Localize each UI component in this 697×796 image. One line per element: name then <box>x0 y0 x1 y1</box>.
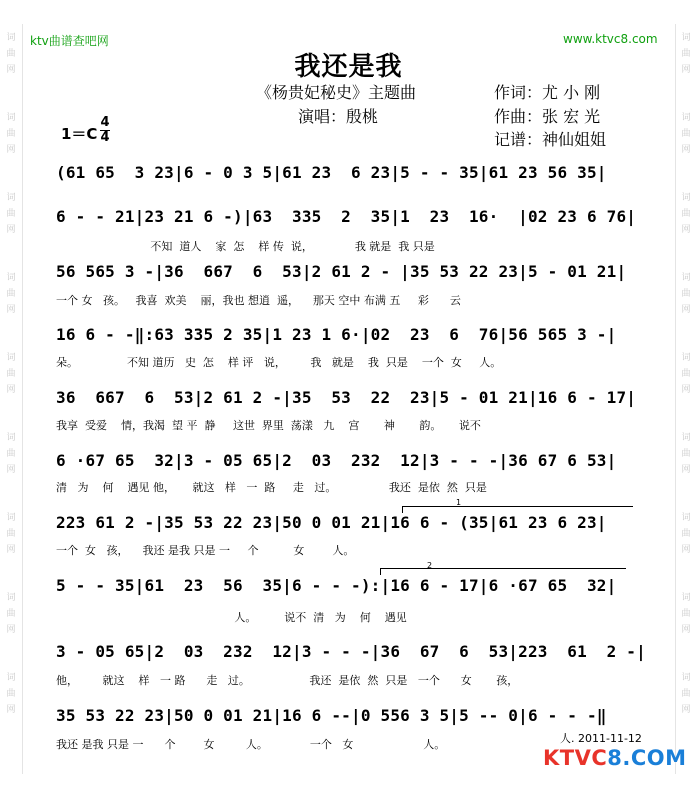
notation-line-7: 223 61 2 -|35 53 22 23|50 0 01 21|16 6 - (35|61 23 6 23| <box>56 513 607 532</box>
lyric-line-9: 他， 就这 样 一 路 走 过。 我还 是依 然 只是 一个 女 孩， <box>56 674 519 687</box>
lyricist-credit: 作词：尤 小 刚 <box>494 83 601 102</box>
second-ending-number: 2 <box>427 561 433 570</box>
lyric-line-3: 一个 女 孩。 我喜 欢美 丽，我也 想逍 遥， 那天 空中 布满 五 彩 云 <box>56 294 461 307</box>
notation-line-3: 56 565 3 -|36 667 6 53|2 61 2 - |35 53 22 23|5 - 01 21| <box>56 262 627 281</box>
notation-line-10: 35 53 22 23|50 0 01 21|16 6 --|0 556 3 5|5 -- 0|6 - - -‖ <box>56 706 607 725</box>
lyric-line-6: 清 为 何 遇见 他， 就这 样 一 路 走 过。 我还 是依 然 只是 <box>56 481 487 494</box>
lyric-line-7: 一个 女 孩， 我还 是我 只是 一 个 女 人。 <box>56 544 355 557</box>
notation-line-1: (61 65 3 23|6 - 0 3 5|61 23 6 23|5 - - 35|61 23 56 35| <box>56 163 607 182</box>
lyric-line-2: 不知 道人 家 怎 样 传 说， 我 就是 我 只是 <box>56 240 435 253</box>
notation-line-2: 6 - - 21|23 21 6 -)|63 335 2 35|1 23 16· |02 23 6 76| <box>56 207 637 226</box>
first-ending-bracket <box>402 506 633 513</box>
site-url-link[interactable]: www.ktvc8.com <box>563 32 658 46</box>
second-ending-bracket <box>380 568 626 575</box>
transcription-date: 人. 2011-11-12 <box>560 732 642 745</box>
singer-credit: 演唱：殷桃 <box>298 107 379 126</box>
time-signature: 4 4 <box>100 115 110 145</box>
lyric-line-10: 我还 是我 只是 一 个 女 人。 一个 女 人。 <box>56 738 446 751</box>
side-watermark-right: 词曲网 词曲网 词曲网 词曲网 词曲网 词曲网 词曲网 词曲网 词曲网 <box>681 33 691 715</box>
site-name-link[interactable]: ktv曲谱查吧网 <box>30 34 109 48</box>
song-title: 我还是我 <box>294 52 403 82</box>
brand-logo: KTVC8.COM <box>543 746 687 770</box>
notation-line-5: 36 667 6 53|2 61 2 -|35 53 22 23|5 - 01 21|16 6 - 17| <box>56 388 637 407</box>
notation-line-8: 5 - - 35|61 23 56 35|6 - - -):|16 6 - 17|6 ·67 65 32| <box>56 576 617 595</box>
notation-line-9: 3 - 05 65|2 03 232 12|3 - - -|36 67 6 53|223 61 2 -| <box>56 642 646 661</box>
lyric-line-5: 我享 受爱 情，我渴 望 平 静 这世 界里 荡漾 九 宫 神 韵。 说不 <box>56 419 481 432</box>
lyric-line-4: 朵。 不知 道历 史 怎 样 评 说， 我 就是 我 只是 一个 女 人。 <box>56 356 502 369</box>
key-signature: 1＝C <box>61 125 98 143</box>
side-watermark-left: 词曲网 词曲网 词曲网 词曲网 词曲网 词曲网 词曲网 词曲网 词曲网 <box>6 33 16 715</box>
composer-credit: 作曲：张 宏 光 <box>494 107 601 126</box>
song-subtitle: 《杨贵妃秘史》主题曲 <box>256 83 417 102</box>
transcriber-credit: 记谱：神仙姐姐 <box>494 130 607 149</box>
notation-line-4: 16 6 - -‖:63 335 2 35|1 23 1 6·|02 23 6 76|56 565 3 -| <box>56 325 617 344</box>
notation-line-6: 6 ·67 65 32|3 - 05 65|2 03 232 12|3 - - -|36 67 6 53| <box>56 451 617 470</box>
lyric-line-8: 人。 说不 清 为 何 遇见 <box>56 611 407 624</box>
first-ending-number: 1 <box>456 498 462 507</box>
